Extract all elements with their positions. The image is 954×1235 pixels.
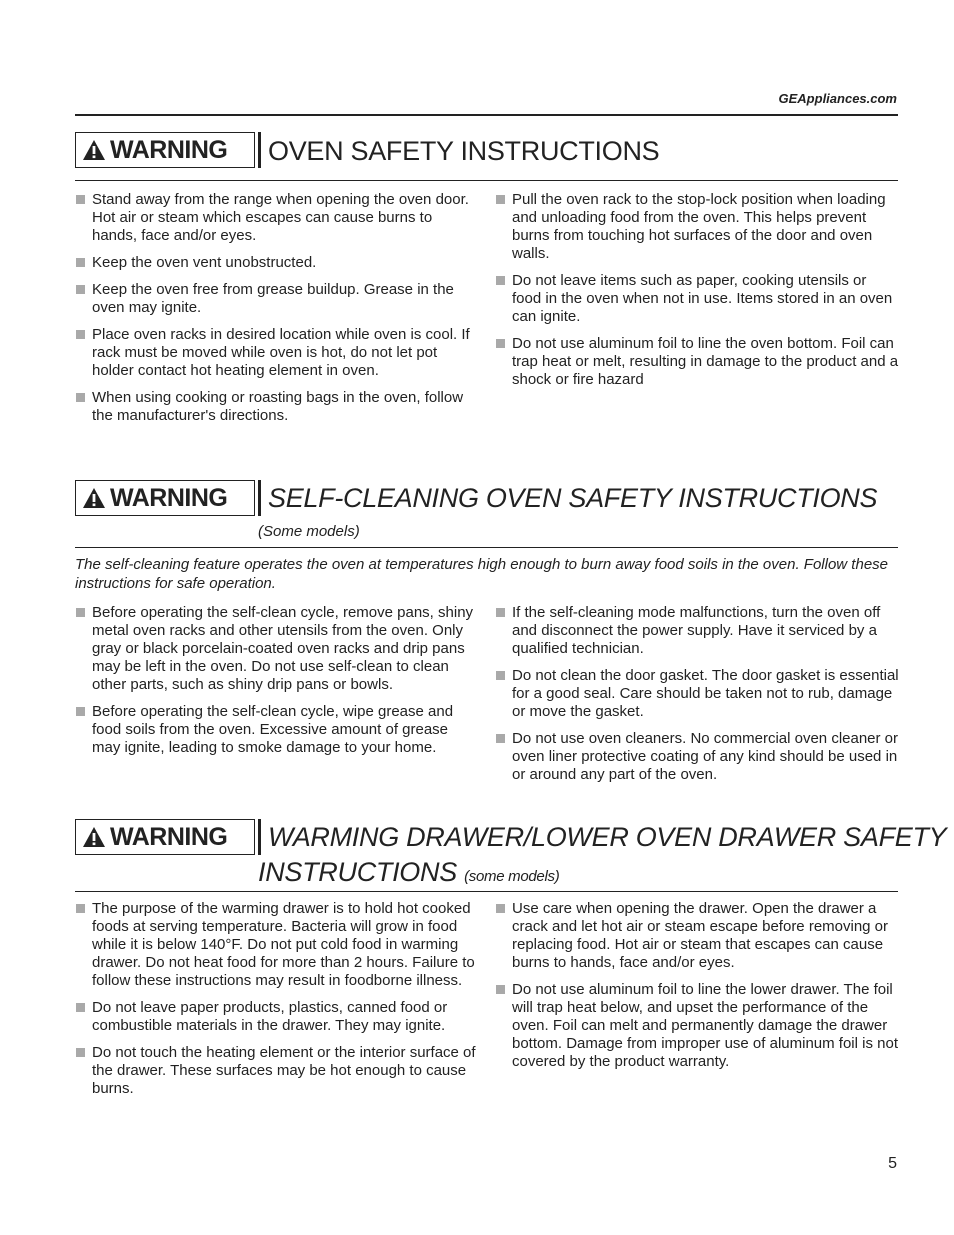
warning-triangle-icon <box>82 826 106 848</box>
warning-triangle-icon <box>82 487 106 509</box>
header-rule <box>75 114 898 116</box>
warning-label: WARNING <box>110 135 228 164</box>
list-item: Stand away from the range when opening the oven door. Hot air or steam which escapes can cause burns to hands, face and/or eyes. <box>75 191 479 245</box>
square-bullet-icon <box>76 195 85 204</box>
right-column <box>495 604 899 793</box>
square-bullet-icon <box>496 339 505 348</box>
warning-badge <box>75 819 255 855</box>
list-item: Do not touch the heating element or the interior surface of the drawer. These surfaces may be hot enough to cause burns. <box>75 1044 479 1098</box>
section-rule <box>75 891 898 892</box>
square-bullet-icon <box>496 671 505 680</box>
list-item: If the self-cleaning mode malfunctions, turn the oven off and disconnect the power supply. Have it serviced by a qualified technician. <box>495 604 899 658</box>
warning-label: WARNING <box>110 483 228 512</box>
list-item: Do not use oven cleaners. No commercial oven cleaner or oven liner protective coating of any kind should be used in or around any part of the oven. <box>495 730 899 784</box>
page-number: 5 <box>888 1155 897 1172</box>
title-divider <box>258 480 261 516</box>
square-bullet-icon <box>76 285 85 294</box>
warning-label: WARNING <box>110 822 228 851</box>
list-item: Keep the oven free from grease buildup. Grease in the oven may ignite. <box>75 281 479 317</box>
section-title: OVEN SAFETY INSTRUCTIONS <box>268 136 660 166</box>
section-rule <box>75 547 898 548</box>
square-bullet-icon <box>496 195 505 204</box>
section-title: SELF-CLEANING OVEN SAFETY INSTRUCTIONS <box>268 483 878 513</box>
list-item: Do not use aluminum foil to line the lower drawer. The foil will trap heat below, and upset the performance of the oven. Foil can melt and permanently damage the drawer bottom. Damage from improper use of aluminum foil is not covered by the product warranty. <box>495 981 899 1071</box>
list-item: Do not leave paper products, plastics, canned food or combustible materials in the drawer. They may ignite. <box>75 999 479 1035</box>
square-bullet-icon <box>496 608 505 617</box>
list-item: The purpose of the warming drawer is to hold hot cooked foods at serving temperature. Bacteria will grow in food while it is below 140°F. Do not put cold food in warming drawer. Do not heat food for more than 2 hours. Failure to follow these instructions may result in foodborne illness. <box>75 900 479 990</box>
square-bullet-icon <box>496 985 505 994</box>
list-item: Do not leave items such as paper, cooking utensils or food in the oven when not in use. Items stored in an oven can ignite. <box>495 272 899 326</box>
square-bullet-icon <box>76 330 85 339</box>
section-title-continued: INSTRUCTIONS (some models) <box>258 857 560 887</box>
warning-triangle-icon <box>82 139 106 161</box>
list-item: Do not use aluminum foil to line the oven bottom. Foil can trap heat or melt, resulting in damage to the product and a shock or fire hazard <box>495 335 899 389</box>
left-column <box>75 900 479 1107</box>
section-title: WARMING DRAWER/LOWER OVEN DRAWER SAFETY <box>268 822 947 852</box>
section-subtitle: (some models) <box>464 868 560 885</box>
section-rule <box>75 180 898 181</box>
list-item: Before operating the self-clean cycle, wipe grease and food soils from the oven. Excessive amount of grease may ignite, leading to smoke damage to your home. <box>75 703 479 757</box>
oven-safety-section <box>75 131 898 441</box>
list-item: Keep the oven vent unobstructed. <box>75 254 479 272</box>
square-bullet-icon <box>76 393 85 402</box>
warning-badge <box>75 480 255 516</box>
right-column <box>495 900 899 1080</box>
list-item: Before operating the self-clean cycle, remove pans, shiny metal oven racks and other utensils from the oven. Only gray or black porcelain-coated oven racks and drip pans may be left in the oven. Do not use self-clean to clean other parts, such as shiny drip pans or bowls. <box>75 604 479 694</box>
square-bullet-icon <box>76 1003 85 1012</box>
left-column <box>75 604 479 766</box>
square-bullet-icon <box>76 904 85 913</box>
square-bullet-icon <box>76 608 85 617</box>
list-item: Pull the oven rack to the stop-lock position when loading and unloading food from the oven. This helps prevent burns from touching hot surfaces of the door and oven walls. <box>495 191 899 263</box>
square-bullet-icon <box>76 707 85 716</box>
list-item: Use care when opening the drawer. Open the drawer a crack and let hot air or steam escape before removing or replacing food. Hot air or steam that escapes can cause burns to hands, face and/or eyes. <box>495 900 899 972</box>
right-column <box>495 191 899 398</box>
list-item: Do not clean the door gasket. The door gasket is essential for a good seal. Care should be taken not to rub, damage or move the gasket. <box>495 667 899 721</box>
square-bullet-icon <box>76 258 85 267</box>
warning-badge <box>75 132 255 168</box>
left-column <box>75 191 479 434</box>
warming-drawer-section <box>75 818 947 1128</box>
list-item: Place oven racks in desired location while oven is cool. If rack must be moved while oven is hot, do not let pot holder contact hot heating element in oven. <box>75 326 479 380</box>
section-subtitle: (Some models) <box>258 523 360 540</box>
square-bullet-icon <box>496 904 505 913</box>
self-cleaning-section <box>75 479 898 799</box>
square-bullet-icon <box>76 1048 85 1057</box>
section-intro: The self-cleaning feature operates the oven at temperatures high enough to burn away food soils in the oven. Follow these instructions for safe operation. <box>75 556 889 592</box>
square-bullet-icon <box>496 734 505 743</box>
title-divider <box>258 819 261 855</box>
square-bullet-icon <box>496 276 505 285</box>
site-url: GEAppliances.com <box>778 91 897 106</box>
title-divider <box>258 132 261 168</box>
list-item: When using cooking or roasting bags in the oven, follow the manufacturer's directions. <box>75 389 479 425</box>
